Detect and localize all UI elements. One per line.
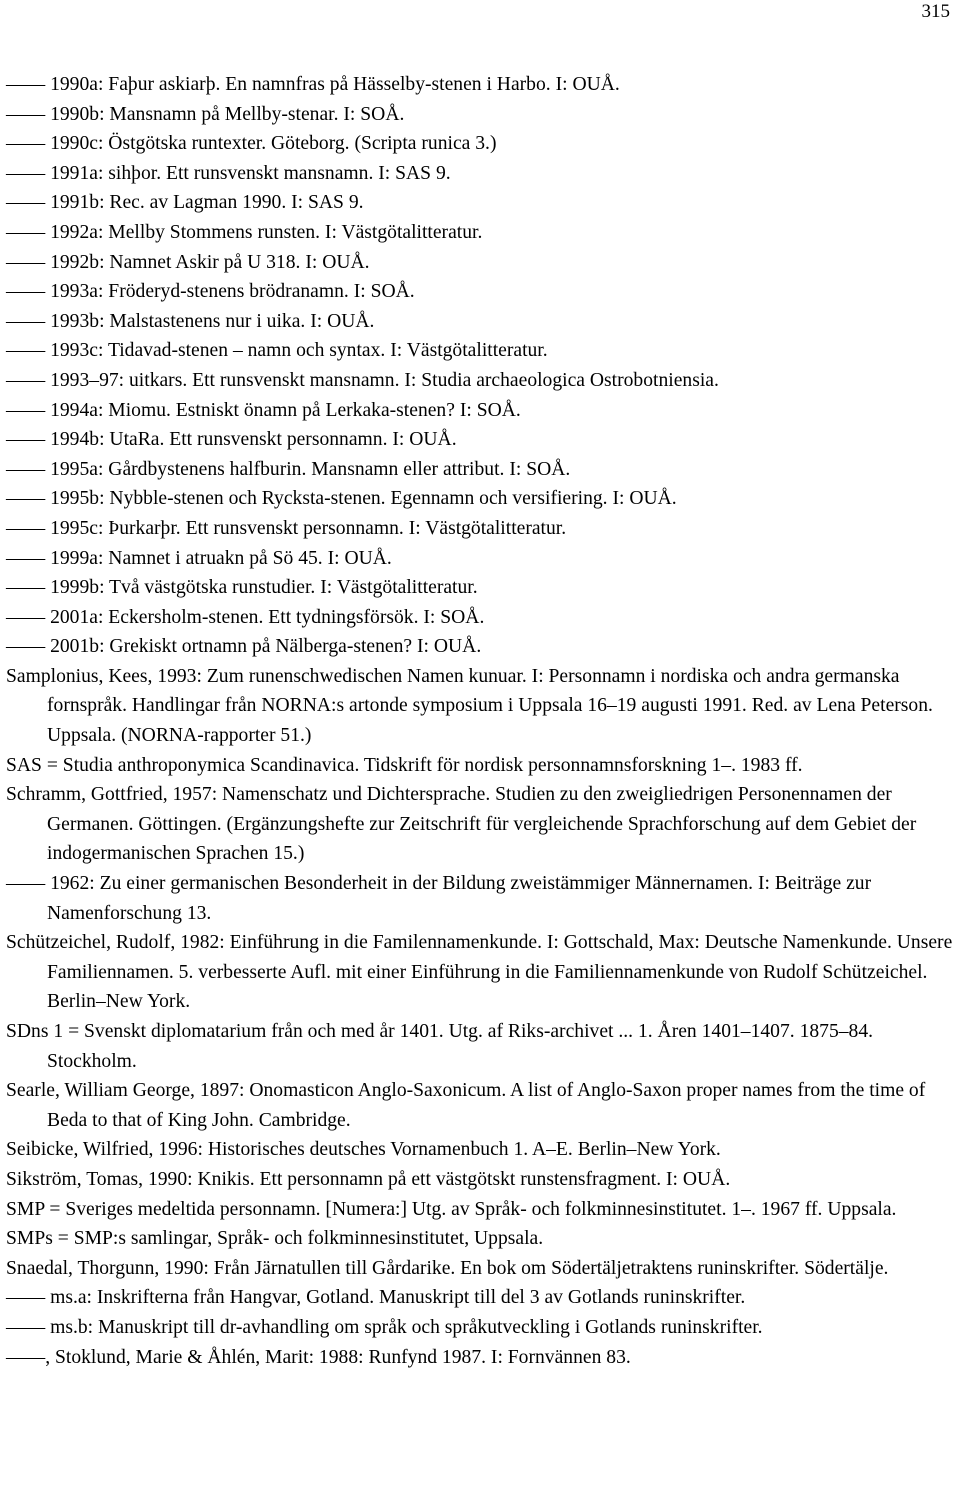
bib-entry: ―― 1990b: Mansnamn på Mellby-stenar. I: SOÅ. <box>6 103 405 125</box>
bib-entry: ―― 2001a: Eckersholm-stenen. Ett tydningsförsök. I: SOÅ. <box>6 606 485 628</box>
bib-entry: Samplonius, Kees, 1993: Zum runenschwedischen Namen kunuar. I: Personnamn i nordiska och andra germanska fornspråk. Handlingar från NORNA:s artonde symposium i Uppsala 16–19 augusti 1991. Red. av Lena Peterson. Uppsala. (NORNA-rapporter 51.) <box>6 665 933 747</box>
bib-entry: Seibicke, Wilfried, 1996: Historisches deutsches Vornamenbuch 1. A–E. Berlin–New York. <box>6 1139 721 1161</box>
bib-entry: SMPs = SMP:s samlingar, Språk- och folkminnesinstitutet, Uppsala. <box>6 1228 544 1250</box>
bib-entry: ―― 1999b: Två västgötska runstudier. I: Västgötalitteratur. <box>6 577 478 599</box>
bib-entry: ―― 1990c: Östgötska runtexter. Göteborg. (Scripta runica 3.) <box>6 133 497 155</box>
bib-entry: ―― 1992b: Namnet Askir på U 318. I: OUÅ. <box>6 251 370 273</box>
bib-entry: ――, Stoklund, Marie & Åhlén, Marit: 1988: Runfynd 1987. I: Fornvännen 83. <box>6 1346 631 1368</box>
bib-entry: ―― 1990a: Faþur askiarþ. En namnfras på Hässelby-stenen i Harbo. I: OUÅ. <box>6 74 620 95</box>
bib-entry: SAS = Studia anthroponymica Scandinavica. Tidskrift för nordisk personnamnsforskning 1–. 1983 ff. <box>6 754 803 776</box>
bib-entry: Sikström, Tomas, 1990: Knikis. Ett personnamn på ett västgötskt runstensfragment. I: OUÅ. <box>6 1168 731 1190</box>
bib-entry: ―― 1993b: Malstastenens nur i uika. I: OUÅ. <box>6 310 375 332</box>
bib-entry: ―― 1994a: Miomu. Estniskt önamn på Lerkaka-stenen? I: SOÅ. <box>6 399 521 421</box>
bib-entry: Schramm, Gottfried, 1957: Namenschatz und Dichtersprache. Studien zu den zweigliedrigen Personennamen der Germanen. Göttingen. (Ergänzungshefte zur Zeitschrift für vergleichende Sprachforschung auf dem Gebiet der indogermanischen Sprachen 15.) <box>6 784 917 865</box>
bib-entry: ―― ms.b: Manuskript till dr-avhandling om språk och språkutveckling i Gotlands runinskrifter. <box>6 1316 763 1338</box>
bib-entry: ―― 2001b: Grekiskt ortnamn på Nälberga-stenen? I: OUÅ. <box>6 636 482 658</box>
bib-entry: SDns 1 = Svenskt diplomatarium från och med år 1401. Utg. af Riks-archivet ... 1. Åren 1401–1407. 1875–84. Stockholm. <box>6 1021 874 1072</box>
bib-entry: ―― 1993c: Tidavad-stenen – namn och syntax. I: Västgötalitteratur. <box>6 340 548 362</box>
bib-entry: ―― 1994b: UtaRa. Ett runsvenskt personnamn. I: OUÅ. <box>6 429 457 451</box>
bibliography-list <box>6 70 956 1372</box>
bib-entry: ―― 1999a: Namnet i atruakn på Sö 45. I: OUÅ. <box>6 547 392 569</box>
bib-entry: ―― 1995a: Gårdbystenens halfburin. Mansnamn eller attribut. I: SOÅ. <box>6 458 571 480</box>
bib-entry: ―― 1993a: Fröderyd-stenens brödranamn. I: SOÅ. <box>6 281 415 303</box>
bib-entry: ―― 1991a: sihþor. Ett runsvenskt mansnamn. I: SAS 9. <box>6 162 451 184</box>
bib-entry: ―― 1995b: Nybble-stenen och Ryckstа-stenen. Egennamn och versifiering. I: OUÅ. <box>6 488 677 510</box>
bib-entry: ―― 1992a: Mellby Stommens runsten. I: Västgötalitteratur. <box>6 221 483 243</box>
bib-entry: SMP = Sveriges medeltida personnamn. [Numera:] Utg. av Språk- och folkminnesinstitutet. 1–. 1967 ff. Uppsala. <box>6 1198 897 1220</box>
bib-entry: ―― 1993–97: uitkars. Ett runsvenskt mansnamn. I: Studia archaeologica Ostrobotniensia. <box>6 369 719 391</box>
bib-entry: Snaedal, Thorgunn, 1990: Från Järnatullen till Gårdarike. En bok om Södertäljetraktens runinskrifter. Södertälje. <box>6 1257 889 1279</box>
bib-entry: ―― 1962: Zu einer germanischen Besonderheit in der Bildung zweistämmiger Männernamen. I: Beiträge zur Namenforschung 13. <box>6 873 872 924</box>
bib-entry: ―― ms.a: Inskrifterna från Hangvar, Gotland. Manuskript till del 3 av Gotlands runinskrifter. <box>6 1287 746 1309</box>
page-number: 315 <box>921 1 950 22</box>
bib-entry: Searle, William George, 1897: Onomasticon Anglo-Saxonicum. A list of Anglo-Saxon proper names from the time of Beda to that of King John. Cambridge. <box>6 1080 926 1131</box>
bib-entry: ―― 1995c: Þurkarþr. Ett runsvenskt personnamn. I: Västgötalitteratur. <box>6 517 567 539</box>
bib-entry: Schützeichel, Rudolf, 1982: Einführung in die Familennamenkunde. I: Gottschald, Max: Deutsche Namenkunde. Unsere Familiennamen. 5. verbesserte Aufl. mit einer Einführung in die Familiennamenkunde von Rudolf Schützeichel. Berlin–New York. <box>6 932 953 1013</box>
bib-entry: ―― 1991b: Rec. av Lagman 1990. I: SAS 9. <box>6 192 364 214</box>
